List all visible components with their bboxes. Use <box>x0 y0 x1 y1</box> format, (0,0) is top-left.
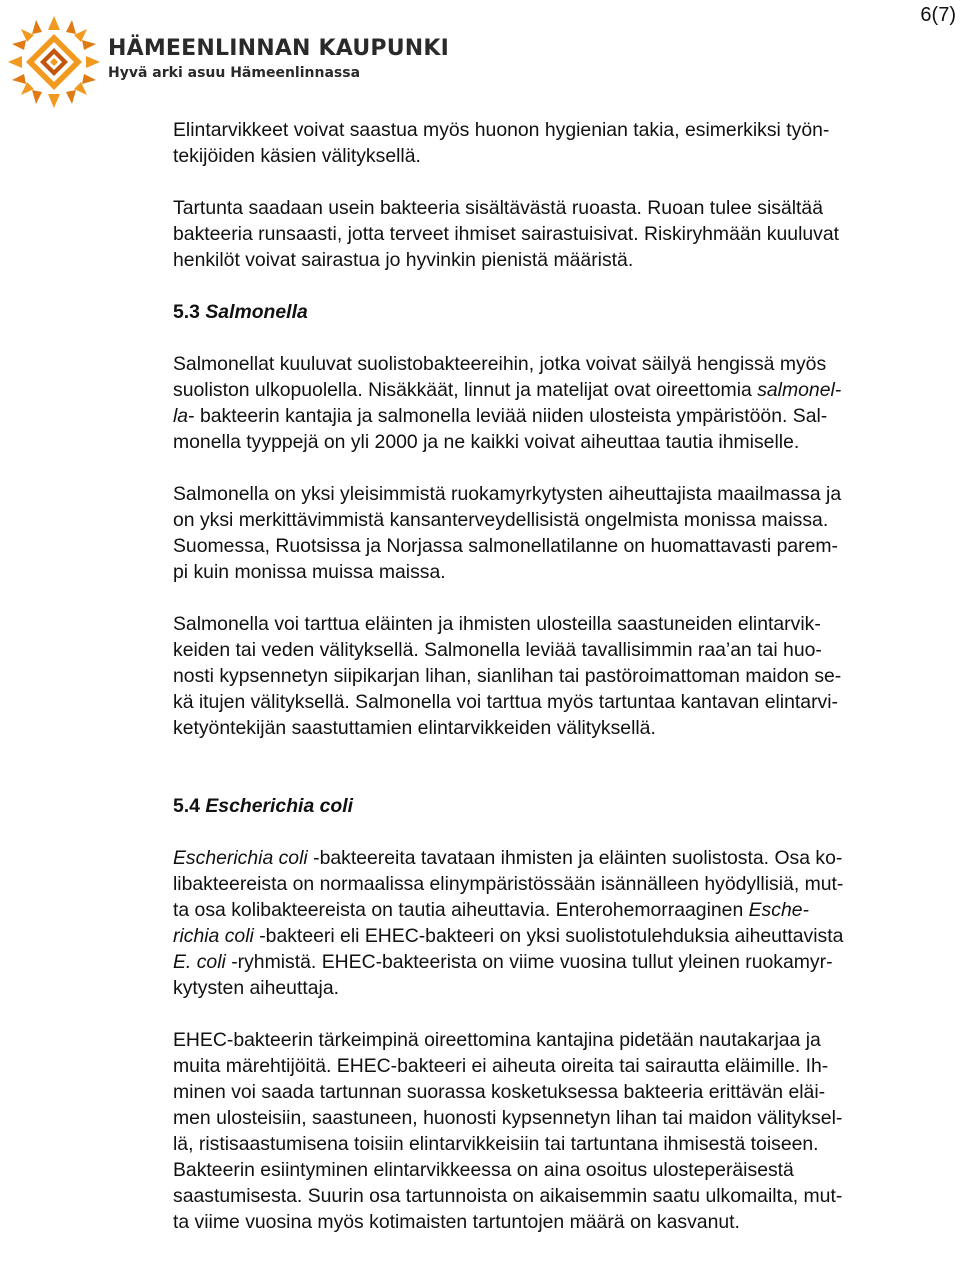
section-title: Escherichia coli <box>205 795 354 817</box>
text-line: libakteereista on normaalissa elinympäristössään isännälleen hyödyllisiä, mut- <box>173 873 844 895</box>
text-run: -bakteereita tavataan ihmisten ja eläinten suolistosta. Osa ko- <box>307 847 843 869</box>
text-line <box>173 949 957 975</box>
text-line <box>173 403 957 429</box>
text-line <box>173 377 957 403</box>
section-heading-ecoli <box>173 793 957 819</box>
logo-slogan: Hyvä arki asuu Hämeenlinnassa <box>108 65 361 81</box>
text-run: suoliston ulkopuolella. Nisäkkäät, linnut ja matelijat ovat oireettomia <box>173 379 758 401</box>
text-run: - bakteerin kantajia ja salmonella leviää niiden ulosteista ympäristöön. Sal- <box>188 405 828 427</box>
blank-space <box>173 767 957 793</box>
paragraph-salmonella-prevalence <box>173 481 957 585</box>
text-line: Salmonella on yksi yleisimmistä ruokamyrkytysten aiheuttajista maailmassa ja <box>173 483 842 505</box>
text-run: -bakteeri eli EHEC-bakteeri on yksi suolistotulehduksia aiheuttavista <box>253 925 844 947</box>
text-line: lä, ristisaastumisena toisiin elintarvikkeisiin tai tartuntana ihmisestä toiseen. <box>173 1133 819 1155</box>
text-line: Bakteerin esiintyminen elintarvikkeessa on aina osoitus ulosteperäisestä <box>173 1159 794 1181</box>
text-line <box>173 923 957 949</box>
city-logo <box>6 14 450 110</box>
text-line: kytysten aiheuttaja. <box>173 977 339 999</box>
italic-term: Escherichia coli <box>173 847 308 869</box>
text-line: monella tyyppejä on yli 2000 ja ne kaikki voivat aiheuttaa tautia ihmiselle. <box>173 431 800 453</box>
paragraph-infection <box>173 195 957 273</box>
text-line: Salmonella voi tarttua eläinten ja ihmisten ulosteilla saastuneiden elintarvik- <box>173 613 821 635</box>
text-line: on yksi merkittävimmistä kansanterveydellisistä ongelmista monissa maissa. <box>173 509 829 531</box>
text-line: EHEC-bakteerin tärkeimpinä oireettomina kantajina pidetään nautakarjaa ja <box>173 1029 821 1051</box>
text-line: Salmonellat kuuluvat suolistobakteereihin, jotka voivat säilyä hengissä myös <box>173 353 827 375</box>
text-run: ta osa kolibakteereista on tautia aiheuttavia. Enterohemorraaginen <box>173 899 749 921</box>
sun-emblem-icon <box>6 14 102 110</box>
text-line: men ulosteisiin, saastuneen, huonosti kypsennetyn lihan tai maidon välityksel- <box>173 1107 843 1129</box>
text-line: Suomessa, Ruotsissa ja Norjassa salmonellatilanne on huomattavasti parem- <box>173 535 838 557</box>
paragraph-salmonella-transmission <box>173 611 957 741</box>
document-body <box>173 117 957 1261</box>
text-line: ta viime vuosina myös kotimaisten tartuntojen määrä on kasvanut. <box>173 1211 740 1233</box>
logo-title: HÄMEENLINNAN KAUPUNKI <box>108 36 450 61</box>
text-line: muita märehtijöitä. EHEC-bakteeri ei aiheuta oireita tai sairautta eläimille. Ih- <box>173 1055 829 1077</box>
section-number: 5.3 <box>173 301 200 323</box>
text-line: saastumisesta. Suurin osa tartunnoista on aikaisemmin saatu ulkomailta, mut- <box>173 1185 843 1207</box>
text-line <box>173 897 957 923</box>
text-line: kä itujen välityksellä. Salmonella voi tarttua myös tartuntaa kantavan elintarvi- <box>173 691 838 713</box>
text-run: -ryhmistä. EHEC-bakteerista on viime vuosina tullut yleinen ruokamyr- <box>225 951 833 973</box>
page-number: 6(7) <box>920 4 956 26</box>
text-line: bakteeria runsaasti, jotta terveet ihmiset sairastuisivat. Riskiryhmään kuuluvat <box>173 223 840 245</box>
text-line: Elintarvikkeet voivat saastua myös huonon hygienian takia, esimerkiksi työn- <box>173 119 830 141</box>
italic-term: E. coli <box>173 951 226 973</box>
text-line: tekijöiden käsien välityksellä. <box>173 145 421 167</box>
text-line: nosti kypsennetyn siipikarjan lihan, sianlihan tai pastöroimattoman maidon se- <box>173 665 842 687</box>
text-line: henkilöt voivat sairastua jo hyvinkin pienistä määristä. <box>173 249 634 271</box>
italic-term: salmonel- <box>757 379 842 401</box>
paragraph-ecoli-intro <box>173 845 957 1001</box>
paragraph-ehec-carriers <box>173 1027 957 1235</box>
text-line: minen voi saada tartunnan suorassa kosketuksessa bakteeria erittävän eläi- <box>173 1081 826 1103</box>
text-line: ketyöntekijän saastuttamien elintarvikkeiden välityksellä. <box>173 717 656 739</box>
text-line: keiden tai veden välityksellä. Salmonella leviää tavallisimmin raa’an tai huo- <box>173 639 822 661</box>
section-number: 5.4 <box>173 795 200 817</box>
text-line: pi kuin monissa muissa maissa. <box>173 561 446 583</box>
section-heading-salmonella <box>173 299 957 325</box>
italic-term: Esche- <box>748 899 809 921</box>
text-line <box>173 845 957 871</box>
text-line: Tartunta saadaan usein bakteeria sisältävästä ruoasta. Ruoan tulee sisältää <box>173 197 823 219</box>
section-title: Salmonella <box>205 301 308 323</box>
italic-term: la <box>173 405 189 427</box>
paragraph-hygiene <box>173 117 957 169</box>
italic-term: richia coli <box>173 925 254 947</box>
paragraph-salmonella-intro <box>173 351 957 455</box>
